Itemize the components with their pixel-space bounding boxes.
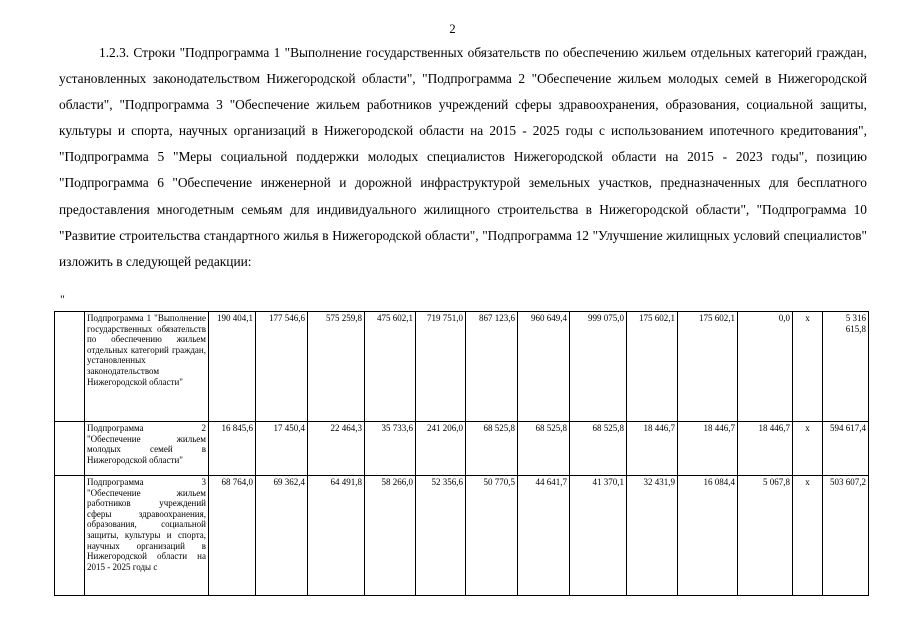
amount-cell: 52 356,6	[416, 476, 466, 596]
row-spacer-cell	[55, 312, 85, 422]
marker-cell: x	[793, 476, 823, 596]
amount-cell: 41 370,1	[570, 476, 627, 596]
amount-cell: 18 446,7	[678, 422, 738, 476]
budget-table	[54, 311, 869, 596]
amount-cell: 16 845,6	[209, 422, 256, 476]
amount-cell: 64 491,8	[308, 476, 365, 596]
amount-cell: 68 525,8	[518, 422, 570, 476]
amount-cell: 69 362,4	[256, 476, 308, 596]
amount-cell: 0,0	[738, 312, 793, 422]
marker-cell: x	[793, 312, 823, 422]
amount-cell: 190 404,1	[209, 312, 256, 422]
subprogram-name-cell: Подпрограмма 1 "Выполнение государственных обязательств по обеспечению жильем отдельных категорий граждан, установленных законодательством Нижегородской области"	[85, 312, 209, 422]
amount-cell: 5 067,8	[738, 476, 793, 596]
amount-cell: 44 641,7	[518, 476, 570, 596]
amount-cell: 999 075,0	[570, 312, 627, 422]
section-paragraph: 1.2.3. Строки "Подпрограмма 1 "Выполнение государственных обязательств по обеспечению жильем отдельных категорий граждан, установленных законодательством Нижегородской области", "Подпрограмма 2 "Обеспечение жильем молодых семей в Нижегородской области", "Подпрограмма 3 "Обеспечение жильем работников учреждений сферы здравоохранения, образования, социальной защиты, культуры и спорта, научных организаций в Нижегородской области на 2015 - 2025 годы с использованием ипотечного кредитования", "Подпрограмма 5 "Меры социальной поддержки молодых специалистов Нижегородской области на 2015 - 2023 годы", позицию "Подпрограмма 6 "Обеспечение инженерной и дорожной инфраструктурой земельных участков, предназначенных для бесплатного предоставления многодетным семьям для индивидуального жилищного строительства в Нижегородской области", "Подпрограмма 10 "Развитие строительства стандартного жилья в Нижегородской области", "Подпрограмма 12 "Улучшение жилищных условий специалистов" изложить в следующей редакции:	[59, 45, 867, 269]
amount-cell: 68 525,8	[570, 422, 627, 476]
amount-cell: 58 266,0	[365, 476, 416, 596]
amount-cell: 719 751,0	[416, 312, 466, 422]
amount-cell: 32 431,9	[627, 476, 678, 596]
amount-cell: 35 733,6	[365, 422, 416, 476]
amount-cell: 177 546,6	[256, 312, 308, 422]
amount-cell: 68 525,8	[466, 422, 518, 476]
amount-cell: 960 649,4	[518, 312, 570, 422]
opening-quote-mark: "	[60, 292, 65, 306]
subprogram-name-cell: Подпрограмма 2 "Обеспечение жильем молодых семей в Нижегородской области"	[85, 422, 209, 476]
amount-cell: 16 084,4	[678, 476, 738, 596]
table-row	[55, 422, 869, 476]
amount-cell: 68 764,0	[209, 476, 256, 596]
row-spacer-cell	[55, 422, 85, 476]
amount-cell: 575 259,8	[308, 312, 365, 422]
amount-cell: 17 450,4	[256, 422, 308, 476]
amount-cell: 594 617,4	[823, 422, 869, 476]
amount-cell: 867 123,6	[466, 312, 518, 422]
amount-cell: 503 607,2	[823, 476, 869, 596]
amount-cell: 50 770,5	[466, 476, 518, 596]
subprogram-name-cell: Подпрограмма 3 "Обеспечение жильем работников учреждений сферы здравоохранения, образования, социальной защиты, культуры и спорта, научных организаций в Нижегородской области на 2015 - 2025 годы с	[85, 476, 209, 596]
amount-cell: 175 602,1	[627, 312, 678, 422]
amount-cell: 175 602,1	[678, 312, 738, 422]
page-number: 2	[449, 22, 456, 36]
table-row	[55, 476, 869, 596]
amount-cell: 22 464,3	[308, 422, 365, 476]
amount-cell: 241 206,0	[416, 422, 466, 476]
amount-cell: 5 316 615,8	[823, 312, 869, 422]
marker-cell: x	[793, 422, 823, 476]
amount-cell: 18 446,7	[627, 422, 678, 476]
amount-cell: 18 446,7	[738, 422, 793, 476]
amount-cell: 475 602,1	[365, 312, 416, 422]
table-row	[55, 312, 869, 422]
row-spacer-cell	[55, 476, 85, 596]
